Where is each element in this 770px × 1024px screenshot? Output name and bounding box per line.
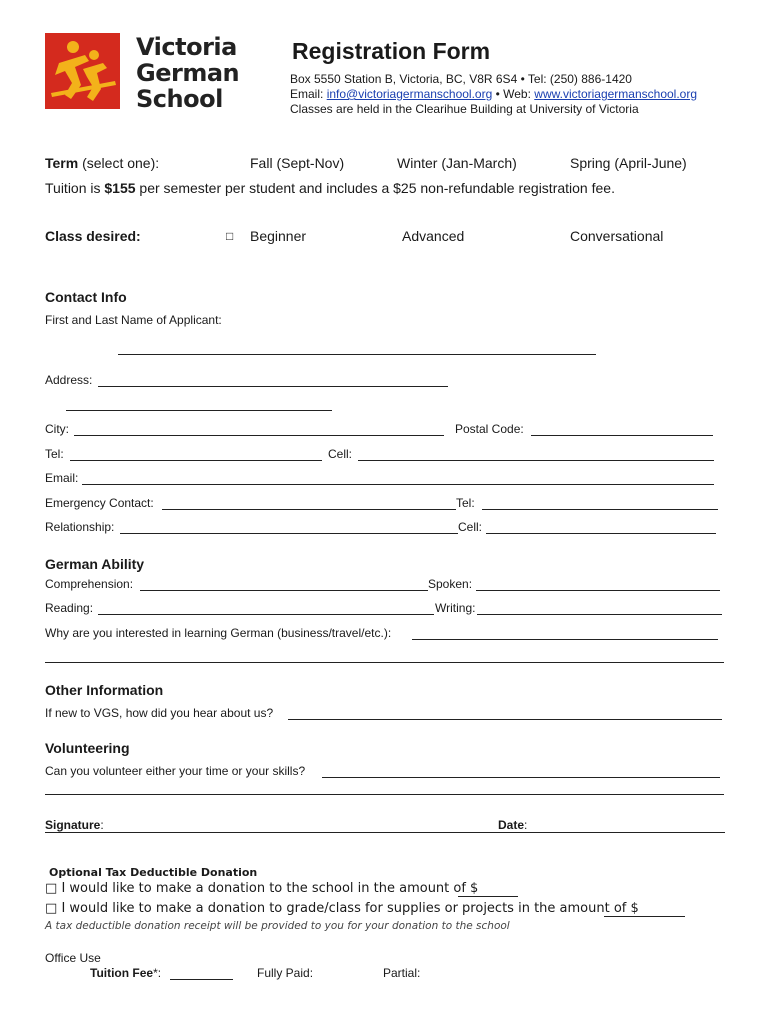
tuition-fee-label-text: Tuition Fee <box>90 966 154 980</box>
email-link[interactable]: info@victoriagermanschool.org <box>326 87 493 101</box>
reading-field[interactable] <box>98 614 434 615</box>
donation-line-1 <box>45 881 478 896</box>
volunteer-field-2[interactable] <box>45 794 724 795</box>
why-german-field-2[interactable] <box>45 662 724 663</box>
class-option-advanced[interactable]: Advanced <box>402 228 465 244</box>
why-german-label: Why are you interested in learning German (business/travel/etc.): <box>45 626 392 640</box>
writing-label: Writing: <box>435 601 476 615</box>
web-label: • Web: <box>492 87 535 101</box>
relationship-cell-field[interactable] <box>486 533 716 534</box>
tuition-text <box>45 180 615 196</box>
german-heading: German Ability <box>45 556 145 572</box>
tuition-suffix: per semester per student and includes a $25 non-refundable registration fee. <box>135 180 615 196</box>
applicant-name-field[interactable] <box>118 354 596 355</box>
tuition-fee-field[interactable] <box>170 979 233 980</box>
classes-note: Classes are held in the Clearihue Building at University of Victoria <box>290 102 639 116</box>
donation-school-amount-field[interactable] <box>458 896 518 897</box>
date-label <box>498 818 527 832</box>
address-field-2[interactable] <box>66 410 332 411</box>
donation-class-text: I would like to make a donation to grade/class for supplies or projects in the amount of $ <box>61 901 639 916</box>
beginner-checkbox[interactable]: □ <box>226 229 234 243</box>
donation-school-text: I would like to make a donation to the school in the amount of $ <box>61 881 479 896</box>
postal-field[interactable] <box>531 435 713 436</box>
date-label-text: Date <box>498 818 525 832</box>
comprehension-field[interactable] <box>140 590 428 591</box>
logo-text <box>136 34 239 112</box>
term-option-spring[interactable]: Spring (April-June) <box>570 155 687 171</box>
cell-field[interactable] <box>358 460 714 461</box>
signature-field[interactable] <box>45 832 725 833</box>
spoken-field[interactable] <box>476 590 720 591</box>
term-hint: (select one): <box>78 155 160 171</box>
relationship-field[interactable] <box>120 533 458 534</box>
date-colon: : <box>524 818 528 832</box>
address-field-1[interactable] <box>98 386 448 387</box>
donation-heading: Optional Tax Deductible Donation <box>49 866 258 879</box>
other-heading: Other Information <box>45 682 164 698</box>
class-option-beginner[interactable]: Beginner <box>250 228 307 244</box>
class-option-conversational[interactable]: Conversational <box>570 228 664 244</box>
relationship-cell-label: Cell: <box>458 520 483 534</box>
address-label: Address: <box>45 373 93 387</box>
emergency-tel-field[interactable] <box>482 509 718 510</box>
term-label-text: Term <box>45 155 79 171</box>
donation-class-checkbox[interactable]: □ <box>45 901 58 916</box>
hear-about-field[interactable] <box>288 719 722 720</box>
tuition-fee-suffix: *: <box>153 966 162 980</box>
tuition-amount: $155 <box>104 180 136 196</box>
address-line: Box 5550 Station B, Victoria, BC, V8R 6S4 • Tel: (250) 886-1420 <box>290 72 632 86</box>
contact-line <box>290 87 697 101</box>
tuition-fee-label <box>90 966 161 980</box>
relationship-label: Relationship: <box>45 520 115 534</box>
applicant-name-label: First and Last Name of Applicant: <box>45 313 222 327</box>
donation-school-checkbox[interactable]: □ <box>45 881 58 896</box>
postal-label: Postal Code: <box>455 422 524 436</box>
logo-line-1: Victoria <box>136 33 237 61</box>
comprehension-label: Comprehension: <box>45 577 134 591</box>
donation-class-amount-field[interactable] <box>604 916 685 917</box>
school-logo <box>45 33 120 109</box>
emergency-contact-label: Emergency Contact: <box>45 496 154 510</box>
donation-line-2 <box>45 901 639 916</box>
logo-line-2: German <box>136 59 240 87</box>
class-desired-label: Class desired: <box>45 228 141 244</box>
office-use-label: Office Use <box>45 951 101 965</box>
email-field-label: Email: <box>45 471 79 485</box>
emergency-tel-label: Tel: <box>456 496 475 510</box>
volunteer-field-1[interactable] <box>322 777 720 778</box>
contact-heading: Contact Info <box>45 289 127 305</box>
volunteer-question: Can you volunteer either your time or your skills? <box>45 764 306 778</box>
hear-about-label: If new to VGS, how did you hear about us? <box>45 706 274 720</box>
partial-label: Partial: <box>383 966 421 980</box>
signature-colon: : <box>100 818 104 832</box>
email-label: Email: <box>290 87 327 101</box>
reading-label: Reading: <box>45 601 94 615</box>
term-option-winter[interactable]: Winter (Jan-March) <box>397 155 517 171</box>
term-option-fall[interactable]: Fall (Sept-Nov) <box>250 155 345 171</box>
city-label: City: <box>45 422 69 436</box>
fully-paid-label: Fully Paid: <box>257 966 314 980</box>
writing-field[interactable] <box>477 614 722 615</box>
tuition-prefix: Tuition is <box>45 180 105 196</box>
page-title: Registration Form <box>292 38 491 64</box>
tel-label: Tel: <box>45 447 64 461</box>
cell-label: Cell: <box>328 447 353 461</box>
email-field[interactable] <box>82 484 714 485</box>
tel-field[interactable] <box>70 460 322 461</box>
city-field[interactable] <box>74 435 444 436</box>
signature-label-text: Signature <box>45 818 101 832</box>
volunteer-heading: Volunteering <box>45 740 130 756</box>
school-logo-mark <box>45 33 120 109</box>
receipt-note: A tax deductible donation receipt will be provided to you for your donation to the school <box>45 920 510 932</box>
web-link[interactable]: www.victoriagermanschool.org <box>534 87 698 101</box>
term-label <box>45 155 159 171</box>
logo-line-3: School <box>136 85 223 113</box>
spoken-label: Spoken: <box>428 577 473 591</box>
signature-label <box>45 818 104 832</box>
emergency-contact-field[interactable] <box>162 509 456 510</box>
why-german-field-1[interactable] <box>412 639 718 640</box>
